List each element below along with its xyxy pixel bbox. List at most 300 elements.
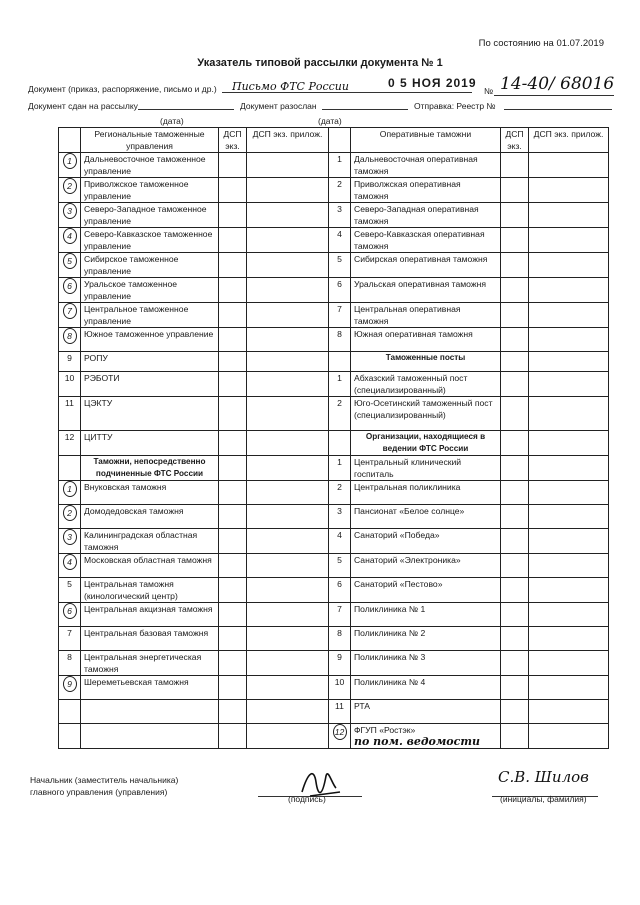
right-section-title (351, 431, 501, 456)
right-section-blank (329, 352, 351, 372)
right-row-name-text: Уральская оперативная таможня (354, 279, 486, 289)
left-row-name (81, 253, 219, 278)
left-row-name-text: Центральная базовая таможня (84, 628, 209, 638)
right-row-name-text: Северо-Западная оперативная таможня (354, 204, 479, 226)
right-row-number-text: 10 (334, 677, 345, 687)
header-dsp-attach2-text: ДСП экз. прилож. (533, 129, 604, 139)
left-row-number-text: 4 (63, 554, 77, 570)
table-row (59, 328, 609, 352)
distributed-label: Документ разослан (240, 101, 317, 111)
left-dsp-attach-cell (247, 178, 329, 203)
left-dsp-cell (219, 203, 247, 228)
header-regional-text: Региональные таможенные управления (94, 129, 205, 151)
left-dsp-attach-cell (247, 372, 329, 397)
table-row (59, 578, 609, 603)
left-empty (59, 700, 81, 724)
right-row-number (329, 676, 351, 700)
left-row-name (81, 328, 219, 352)
right-row-number-text: 5 (337, 254, 342, 264)
right-dsp-cell (501, 228, 529, 253)
left-dsp-attach-cell (247, 529, 329, 554)
table-row (59, 627, 609, 651)
left-row-name-text: Северо-Кавказское таможенное управление (84, 229, 213, 251)
left-row-name-text: Приволжское таможенное управление (84, 179, 189, 201)
left-empty (81, 700, 219, 724)
table-row (59, 253, 609, 278)
table-row (59, 178, 609, 203)
table-row (59, 603, 609, 627)
left-row-name (81, 153, 219, 178)
right-row-number (329, 303, 351, 328)
right-row-number-text: 9 (337, 652, 342, 662)
header-dsp2 (501, 128, 529, 153)
right-dsp-cell (501, 278, 529, 303)
left-row-number (59, 627, 81, 651)
table-row (59, 724, 609, 749)
left-row-name-text: Калининградская областная таможня (84, 530, 198, 552)
table-row (59, 372, 609, 397)
table-row (59, 651, 609, 676)
right-row-number (329, 529, 351, 554)
header-dsp-text: ДСП экз. (223, 129, 242, 151)
header-dsp (219, 128, 247, 153)
left-row-name (81, 554, 219, 578)
left-row-name (81, 529, 219, 554)
page-title: Указатель типовой рассылки документа № 1 (197, 57, 443, 69)
right-dsp-attach-cell (529, 278, 609, 303)
right-dsp-cell (501, 397, 529, 431)
right-row-number-text: 8 (337, 628, 342, 638)
right-row-name-text: РТА (354, 701, 371, 711)
right-dsp-attach-cell (529, 203, 609, 228)
left-row-name-text: Внуковская таможня (84, 482, 167, 492)
left-row-number-text: 3 (63, 529, 77, 545)
table-header-row (59, 128, 609, 153)
right-dsp-cell (501, 554, 529, 578)
left-row-name (81, 603, 219, 627)
right-row-number (329, 328, 351, 352)
right-dsp-attach-cell (529, 228, 609, 253)
header-blank-left (59, 128, 81, 153)
left-row-number-text: 7 (67, 628, 72, 638)
left-row-number (59, 372, 81, 397)
left-row-name-text: Центральное таможенное управление (84, 304, 189, 326)
right-row-number-text: 1 (337, 154, 342, 164)
date-caption-right: (дата) (318, 116, 342, 126)
left-row-number (59, 203, 81, 228)
right-row-name-text: Дальневосточная оперативная таможня (354, 154, 478, 176)
left-row-name-text: ЦЭКТУ (84, 398, 113, 408)
doc-number-label: № (484, 86, 494, 96)
left-row-name-text: Уральское таможенное управление (84, 279, 178, 301)
left-row-name-text: Центральная таможня (кинологический центр) (84, 579, 178, 601)
right-dsp-attach-cell (529, 603, 609, 627)
left-dsp-cell (219, 578, 247, 603)
left-row-number (59, 676, 81, 700)
left-dsp-cell (219, 303, 247, 328)
right-dsp-cell (501, 505, 529, 529)
left-row-number (59, 578, 81, 603)
right-row-name (351, 554, 501, 578)
left-row-name (81, 578, 219, 603)
left-row-number-text: 2 (63, 178, 77, 194)
right-row-name (351, 328, 501, 352)
right-row-number (329, 228, 351, 253)
left-row-number (59, 397, 81, 431)
left-row-number-text: 1 (63, 481, 77, 497)
right-dsp-attach-cell (529, 303, 609, 328)
left-empty (247, 724, 329, 749)
right-row-name-text: Приволжская оперативная таможня (354, 179, 461, 201)
distribution-table (58, 127, 609, 749)
table-row (59, 554, 609, 578)
left-dsp-cell (219, 431, 247, 456)
header-operative (351, 128, 501, 153)
left-row-number-text: 7 (63, 303, 77, 319)
right-dsp-cell (501, 431, 529, 456)
left-dsp-cell (219, 505, 247, 529)
right-row-name (351, 505, 501, 529)
table-row (59, 676, 609, 700)
left-dsp-attach-cell (247, 203, 329, 228)
right-row-number (329, 505, 351, 529)
left-dsp-cell (219, 456, 247, 481)
date-caption-left: (дата) (160, 116, 184, 126)
left-row-number (59, 651, 81, 676)
signature-caption: (подпись) (288, 794, 326, 804)
left-row-name-text: Сибирское таможенное управление (84, 254, 179, 276)
left-row-name (81, 651, 219, 676)
right-dsp-cell (501, 529, 529, 554)
right-row-number (329, 278, 351, 303)
left-dsp-attach-cell (247, 627, 329, 651)
right-row-name-text: Пансионат «Белое солнце» (354, 506, 465, 516)
right-row-name (351, 372, 501, 397)
right-dsp-cell (501, 603, 529, 627)
header-regional (81, 128, 219, 153)
left-row-number (59, 554, 81, 578)
left-row-number-text: 5 (63, 253, 77, 269)
left-dsp-attach-cell (247, 153, 329, 178)
right-row-number (329, 700, 351, 724)
left-row-name-text: Московская областная таможня (84, 555, 212, 565)
left-row-name-text: ЦИТТУ (84, 432, 113, 442)
right-row-name (351, 651, 501, 676)
table-row (59, 153, 609, 178)
left-row-name-text: Дальневосточное таможенное управление (84, 154, 206, 176)
left-empty (219, 724, 247, 749)
left-dsp-cell (219, 481, 247, 505)
left-dsp-attach-cell (247, 352, 329, 372)
left-row-number-text: 8 (63, 328, 77, 344)
left-row-name-text: Домодедовская таможня (84, 506, 184, 516)
right-row-number (329, 372, 351, 397)
right-dsp-attach-cell (529, 529, 609, 554)
left-dsp-cell (219, 603, 247, 627)
right-row-number (329, 253, 351, 278)
right-dsp-cell (501, 627, 529, 651)
right-dsp-attach-cell (529, 505, 609, 529)
right-row-name-text: Поликлиника № 1 (354, 604, 426, 614)
right-row-name (351, 178, 501, 203)
right-row-name (351, 578, 501, 603)
left-row-name-text: Центральная энергетическая таможня (84, 652, 202, 674)
header-operative-text: Оперативные таможни (379, 129, 472, 139)
right-dsp-attach-cell (529, 481, 609, 505)
register-field (504, 99, 612, 110)
header-dsp2-text: ДСП экз. (505, 129, 524, 151)
initials-caption: (инициалы, фамилия) (500, 794, 587, 804)
left-row-number (59, 529, 81, 554)
right-row-number (329, 578, 351, 603)
right-row-number-text: 7 (337, 604, 342, 614)
left-row-name (81, 352, 219, 372)
right-row-number-text: 2 (337, 482, 342, 492)
right-dsp-attach-cell (529, 724, 609, 749)
left-row-number-text: 5 (67, 579, 72, 589)
right-dsp-attach-cell (529, 253, 609, 278)
left-dsp-attach-cell (247, 456, 329, 481)
left-dsp-cell (219, 651, 247, 676)
right-row-number (329, 724, 351, 749)
left-row-number (59, 431, 81, 456)
left-dsp-attach-cell (247, 554, 329, 578)
right-row-name (351, 153, 501, 178)
right-dsp-attach-cell (529, 397, 609, 431)
right-row-number-text: 4 (337, 530, 342, 540)
right-row-name (351, 397, 501, 431)
table-row (59, 228, 609, 253)
left-row-number-text: 12 (64, 432, 75, 442)
right-dsp-attach-cell (529, 578, 609, 603)
right-dsp-cell (501, 481, 529, 505)
left-dsp-attach-cell (247, 651, 329, 676)
left-dsp-attach-cell (247, 397, 329, 431)
left-dsp-attach-cell (247, 228, 329, 253)
right-dsp-attach-cell (529, 328, 609, 352)
right-row-name (351, 253, 501, 278)
left-row-number-text: 2 (63, 505, 77, 521)
right-row-number-text: 8 (337, 329, 342, 339)
left-empty (81, 724, 219, 749)
left-row-number-text: 9 (63, 676, 77, 692)
left-dsp-cell (219, 397, 247, 431)
left-dsp-attach-cell (247, 676, 329, 700)
right-row-number-text: 12 (333, 724, 347, 740)
left-section-title-text: Таможни, непосредственно подчиненные ФТС России (93, 457, 206, 478)
right-section-title-text: Таможенные посты (385, 353, 466, 362)
doc-handwritten: Письмо ФТС России (232, 80, 349, 93)
right-row-name (351, 278, 501, 303)
left-row-name (81, 303, 219, 328)
status-line: По состоянию на 01.07.2019 (478, 38, 604, 49)
register-label: Отправка: Реестр № (414, 101, 496, 111)
right-dsp-attach-cell (529, 700, 609, 724)
left-section-title (81, 456, 219, 481)
left-row-number (59, 481, 81, 505)
right-dsp-attach-cell (529, 554, 609, 578)
left-dsp-attach-cell (247, 431, 329, 456)
right-row-number-text: 11 (335, 701, 344, 711)
left-dsp-cell (219, 153, 247, 178)
right-row-number-text: 6 (337, 279, 342, 289)
right-dsp-cell (501, 456, 529, 481)
right-section-title (351, 352, 501, 372)
left-dsp-attach-cell (247, 481, 329, 505)
right-section-blank (329, 431, 351, 456)
left-dsp-cell (219, 627, 247, 651)
left-dsp-attach-cell (247, 303, 329, 328)
table-row (59, 505, 609, 529)
left-dsp-attach-cell (247, 328, 329, 352)
right-row-number-text: 3 (337, 204, 342, 214)
right-row-name-text: Центральная поликлиника (354, 482, 461, 492)
right-row-name-text: Поликлиника № 4 (354, 677, 426, 687)
right-row-name (351, 529, 501, 554)
right-row-number-text: 4 (337, 229, 342, 239)
initials-handwritten: С.В. Шилов (498, 768, 589, 786)
left-row-name-text: РОПУ (84, 353, 108, 363)
doc-number: 14-40/ 68016 (500, 74, 615, 94)
footer-title: Начальник (заместитель начальника) главного управления (управления) (30, 775, 179, 797)
right-dsp-cell (501, 578, 529, 603)
right-dsp-attach-cell (529, 178, 609, 203)
left-row-number-text: 8 (67, 652, 72, 662)
left-row-number (59, 178, 81, 203)
right-row-name-text: ФГУП «Ростэк» (354, 725, 416, 735)
right-row-name-text: Сибирская оперативная таможня (354, 254, 488, 264)
right-row-name (351, 724, 501, 749)
right-dsp-cell (501, 328, 529, 352)
handwritten-note: по пом. ведомости (354, 735, 480, 748)
stamp-date: 0 5 НОЯ 2019 (388, 76, 477, 90)
left-row-name (81, 481, 219, 505)
header-dsp-attach-text: ДСП экз. прилож. (252, 129, 323, 139)
left-row-number-text: 4 (63, 228, 77, 244)
left-dsp-cell (219, 178, 247, 203)
left-dsp-cell (219, 228, 247, 253)
left-section-blank (59, 456, 81, 481)
right-row-name (351, 228, 501, 253)
right-row-number (329, 397, 351, 431)
left-row-number (59, 505, 81, 529)
left-row-name (81, 397, 219, 431)
left-dsp-attach-cell (247, 278, 329, 303)
right-row-name-text: Северо-Кавказская оперативная таможня (354, 229, 485, 251)
left-empty (219, 700, 247, 724)
right-row-number (329, 627, 351, 651)
right-dsp-attach-cell (529, 651, 609, 676)
table-row (59, 352, 609, 372)
right-dsp-cell (501, 372, 529, 397)
left-row-name (81, 676, 219, 700)
header-blank-right (329, 128, 351, 153)
header-dsp-attach (247, 128, 329, 153)
right-row-name-text: Центральная оперативная таможня (354, 304, 461, 326)
left-row-name-text: Северо-Западное таможенное управление (84, 204, 207, 226)
left-empty (59, 724, 81, 749)
right-dsp-cell (501, 724, 529, 749)
left-dsp-cell (219, 278, 247, 303)
right-row-number-text: 5 (337, 555, 342, 565)
right-row-number (329, 603, 351, 627)
right-row-name (351, 203, 501, 228)
right-dsp-cell (501, 303, 529, 328)
right-row-number-text: 1 (337, 457, 342, 467)
right-row-number (329, 456, 351, 481)
right-row-number (329, 651, 351, 676)
left-row-name (81, 431, 219, 456)
right-row-name (351, 303, 501, 328)
left-row-number (59, 303, 81, 328)
left-row-name (81, 372, 219, 397)
left-dsp-attach-cell (247, 505, 329, 529)
left-row-name (81, 178, 219, 203)
right-section-title-text: Организации, находящиеся в ведении ФТС России (365, 432, 486, 453)
left-row-name-text: РЭБОТИ (84, 373, 120, 383)
left-row-number (59, 153, 81, 178)
left-dsp-cell (219, 529, 247, 554)
right-dsp-cell (501, 203, 529, 228)
right-dsp-attach-cell (529, 431, 609, 456)
table-row (59, 529, 609, 554)
right-dsp-attach-cell (529, 352, 609, 372)
left-dsp-cell (219, 372, 247, 397)
sent-label: Документ сдан на рассылку (28, 101, 138, 111)
right-row-number (329, 153, 351, 178)
table-row (59, 431, 609, 456)
sent-field (138, 99, 234, 110)
left-dsp-cell (219, 352, 247, 372)
left-row-number-text: 9 (67, 353, 72, 363)
right-row-name-text: Санаторий «Победа» (354, 530, 440, 540)
left-row-number-text: 10 (64, 373, 75, 383)
right-row-name (351, 700, 501, 724)
right-row-number-text: 6 (337, 579, 342, 589)
left-row-number-text: 6 (63, 603, 77, 619)
right-dsp-cell (501, 700, 529, 724)
right-row-number (329, 203, 351, 228)
right-row-name (351, 603, 501, 627)
left-row-name-text: Южное таможенное управление (84, 329, 214, 339)
left-row-name-text: Центральная акцизная таможня (84, 604, 213, 614)
right-dsp-attach-cell (529, 627, 609, 651)
right-dsp-cell (501, 178, 529, 203)
left-row-name (81, 228, 219, 253)
left-dsp-cell (219, 676, 247, 700)
right-row-name-text: Санаторий «Пестово» (354, 579, 443, 589)
doc-label: Документ (приказ, распоряжение, письмо и др.) (28, 84, 217, 94)
right-dsp-attach-cell (529, 153, 609, 178)
left-row-number (59, 253, 81, 278)
right-row-name-text: Санаторий «Электроника» (354, 555, 461, 565)
table-row (59, 481, 609, 505)
left-row-name (81, 203, 219, 228)
right-row-number-text: 3 (337, 506, 342, 516)
table-row (59, 278, 609, 303)
right-row-name-text: Поликлиника № 3 (354, 652, 426, 662)
left-row-name (81, 278, 219, 303)
left-dsp-cell (219, 253, 247, 278)
right-dsp-attach-cell (529, 372, 609, 397)
left-row-number-text: 3 (63, 203, 77, 219)
right-row-name (351, 676, 501, 700)
left-row-number-text: 11 (65, 398, 74, 408)
right-row-number (329, 554, 351, 578)
right-dsp-cell (501, 651, 529, 676)
left-row-number (59, 603, 81, 627)
right-row-number (329, 178, 351, 203)
